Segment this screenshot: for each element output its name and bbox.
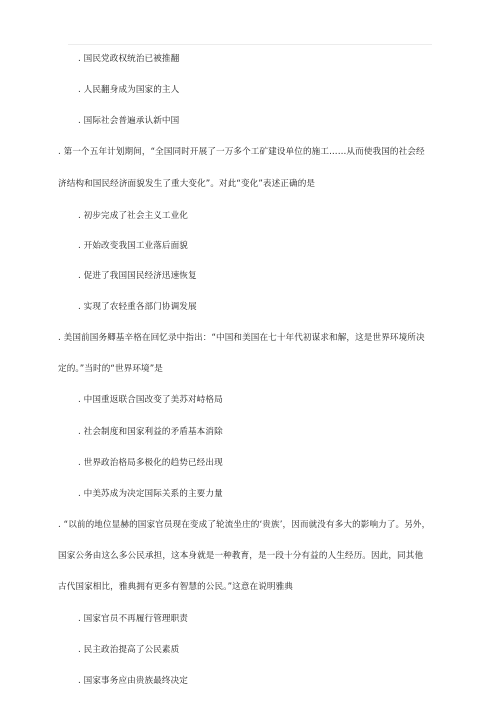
answer-option: . 国际社会普遍承认新中国 [78,116,180,126]
question-text: 定的。”当时的“世界环境”是 [58,364,163,374]
question-text: . 美国前国务卿基辛格在回忆录中指出：“中国和美国在七十年代初谋求和解，这是世界环境所决 [58,333,425,343]
question-text: . 第一个五年计划期间，“全国同时开展了一万多个工矿建设单位的施工……从而使我国的社会经 [58,147,425,157]
answer-option: . 国民党政权统治已被推翻 [78,54,180,64]
answer-option: . 世界政治格局多极化的趋势已经出现 [78,458,223,468]
answer-option: . 国家官员不再履行管理职责 [78,614,188,624]
answer-option: . 民主政治提高了公民素质 [78,645,180,655]
answer-option: . 中美苏成为决定国际关系的主要力量 [78,489,223,499]
question-text: 国家公务由这么多公民承担，这本身就是一种教育，是一段十分有益的人生经历。因此，同其他 [58,551,424,561]
answer-option: . 实现了农轻重各部门协调发展 [78,302,197,312]
answer-option: . 人民翻身成为国家的主人 [78,85,180,95]
answer-option: . 开始改变我国工业落后面貌 [78,241,188,251]
answer-option: . 国家事务应由贵族最终决定 [78,676,188,686]
answer-option: . 促进了我国国民经济迅速恢复 [78,271,197,281]
answer-option: . 社会制度和国家利益的矛盾基本消除 [78,427,223,437]
question-text: 济结构和国民经济面貌发生了重大变化”。对此“变化”表述正确的是 [58,179,316,189]
answer-option: . 中国重返联合国改变了美苏对峙格局 [78,395,223,405]
header-divider [68,44,432,45]
question-text: 古代国家相比，雅典拥有更多有智慧的公民。”这意在说明雅典 [58,582,293,592]
question-text: . “以前的地位显赫的国家官员现在变成了轮流坐庄的‘贵族’，因而就没有多大的影响力了。另外， [58,520,431,530]
answer-option: . 初步完成了社会主义工业化 [78,211,188,221]
